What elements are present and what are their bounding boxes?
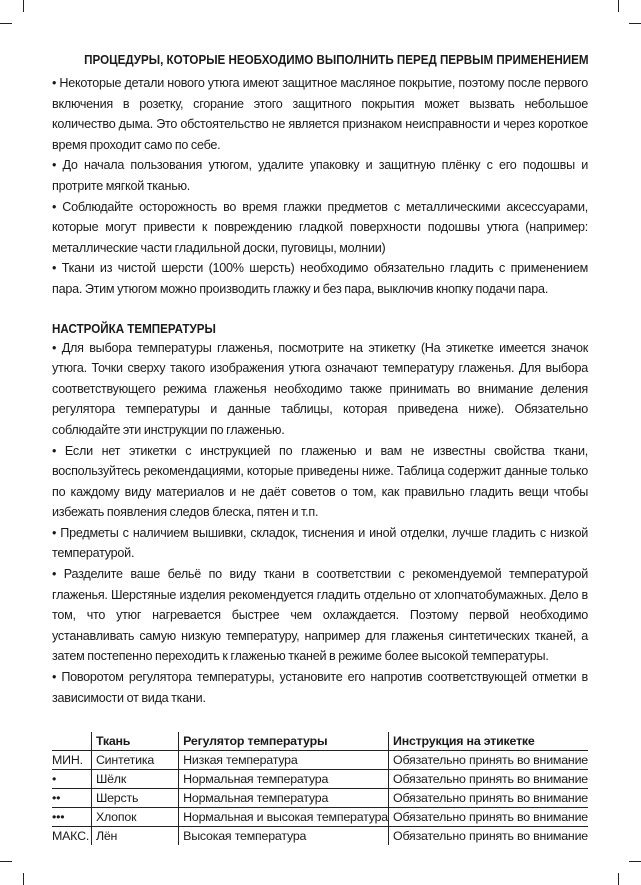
crop-mark-bottom-left-h — [0, 861, 12, 862]
paragraph: • Некоторые детали нового утюга имеют защитное масляное покрытие, поэтому после первого включения в розетку, сгорание этого защитного покрытия может вызвать небольшое количество дыма. Это обстоятельство не является признаком неисправности и через короткое время проходит само по себе. — [52, 76, 588, 152]
table-header-row — [52, 732, 588, 751]
crop-mark-top-right-v — [618, 0, 619, 12]
paragraph: • Ткани из чистой шерсти (100% шерсть) необходимо обязательно гладить с применением пара. Этим утюгом можно производить глажку и без пара, выключив кнопку подачи пара. — [52, 261, 588, 296]
cell-fabric: Лён — [91, 827, 178, 846]
temperature-table — [52, 732, 588, 845]
table-row — [52, 751, 588, 770]
cell-setting: • — [52, 770, 91, 789]
cell-instruction: Обязательно принять во внимание — [389, 827, 589, 846]
paragraph: • Поворотом регулятора температуры, установите его напротив соответствующей отметки в зависимости от вида ткани. — [52, 670, 588, 705]
paragraph: • До начала пользования утюгом, удалите упаковку и защитную плёнку с его подошвы и протрите мягкой тканью. — [52, 158, 588, 193]
header-fabric: Ткань — [91, 732, 178, 751]
cell-regulator: Высокая температура — [179, 827, 389, 846]
table-row — [52, 770, 588, 789]
cell-fabric: Хлопок — [91, 808, 178, 827]
crop-mark-top-right-h — [629, 23, 641, 24]
header-setting — [52, 732, 91, 751]
section-temperature-body — [52, 338, 588, 709]
cell-instruction: Обязательно принять во внимание — [389, 789, 589, 808]
cell-regulator: Низкая температура — [179, 751, 389, 770]
cell-regulator: Нормальная температура — [179, 789, 389, 808]
crop-mark-top-left-v — [23, 0, 24, 12]
cell-setting: •• — [52, 789, 91, 808]
cell-regulator: Нормальная температура — [179, 770, 389, 789]
table-row — [52, 827, 588, 846]
crop-mark-top-left-h — [0, 23, 12, 24]
table-row — [52, 808, 588, 827]
cell-setting: ••• — [52, 808, 91, 827]
cell-fabric: Шёлк — [91, 770, 178, 789]
crop-mark-bottom-left-v — [23, 873, 24, 885]
document-page — [52, 52, 588, 845]
crop-mark-bottom-right-h — [629, 861, 641, 862]
cell-instruction: Обязательно принять во внимание — [389, 770, 589, 789]
paragraph: • Если нет этикетки с инструкцией по глаженью и вам не известны свойства ткани, воспользуйтесь рекомендациями, которые приведены ниже. Таблица содержит данные только по каждому виду материалов и не даёт советов о том, как правильно гладить вещи чтобы избежать появления следов блеска, пятен и т.п. — [52, 443, 588, 520]
header-regulator: Регулятор температуры — [179, 732, 389, 751]
paragraph: • Для выбора температуры глаженья, посмотрите на этикетку (На этикетке имеется значок утюга. Точки сверху такого изображения утюга означают температуру глаженья. Для выбора соответствующего режима глаженья необходимо также принимать во внимание деления регулятора температуры и данные таблицы, которая приведена ниже). Обязательно соблюдайте эти инструкции по глаженью. — [52, 340, 588, 437]
cell-setting: МАКС. — [52, 827, 91, 846]
section-title-first-use: ПРОЦЕДУРЫ, КОТОРЫЕ НЕОБХОДИМО ВЫПОЛНИТЬ ПЕРЕД ПЕРВЫМ ПРИМЕНЕНИЕМ — [84, 52, 589, 67]
paragraph: • Предметы с наличием вышивки, складок, тиснения и иной отделки, лучше гладить с низкой температурой. — [52, 525, 588, 561]
paragraph: • Соблюдайте осторожность во время глажки предметов с металлическими аксессуарами, которые могут привести к повреждению гладкой поверхности подошвы утюга (например: металлические части гладильной доски, пуговицы, молнии) — [52, 199, 588, 255]
section-title-temperature: НАСТРОЙКА ТЕМПЕРАТУРЫ — [52, 320, 216, 336]
header-label-instruction: Инструкция на этикетке — [389, 732, 589, 751]
cell-setting: МИН. — [52, 751, 91, 770]
table-row — [52, 789, 588, 808]
cell-regulator: Нормальная и высокая температура — [179, 808, 389, 827]
paragraph: • Разделите ваше бельё по виду ткани в соответствии с рекомендуемой температурой глаженья. Шерстяные изделия рекомендуется гладить отдельно от хлопчатобумажных. Дело в том, что утюг нагревается быстрее чем охлаждается. Поэтому первой необходимо устанавливать самую низкую температуру, например для глаженья синтетических тканей, а затем постепенно переходить к глаженью тканей в режиме более высокой температуры. — [52, 567, 588, 664]
crop-mark-bottom-right-v — [618, 873, 619, 885]
cell-fabric: Шерсть — [91, 789, 178, 808]
spacer — [52, 300, 588, 321]
cell-instruction: Обязательно принять во внимание — [389, 808, 589, 827]
section-first-use-body — [52, 73, 588, 300]
cell-fabric: Синтетика — [91, 751, 178, 770]
cell-instruction: Обязательно принять во внимание — [389, 751, 589, 770]
